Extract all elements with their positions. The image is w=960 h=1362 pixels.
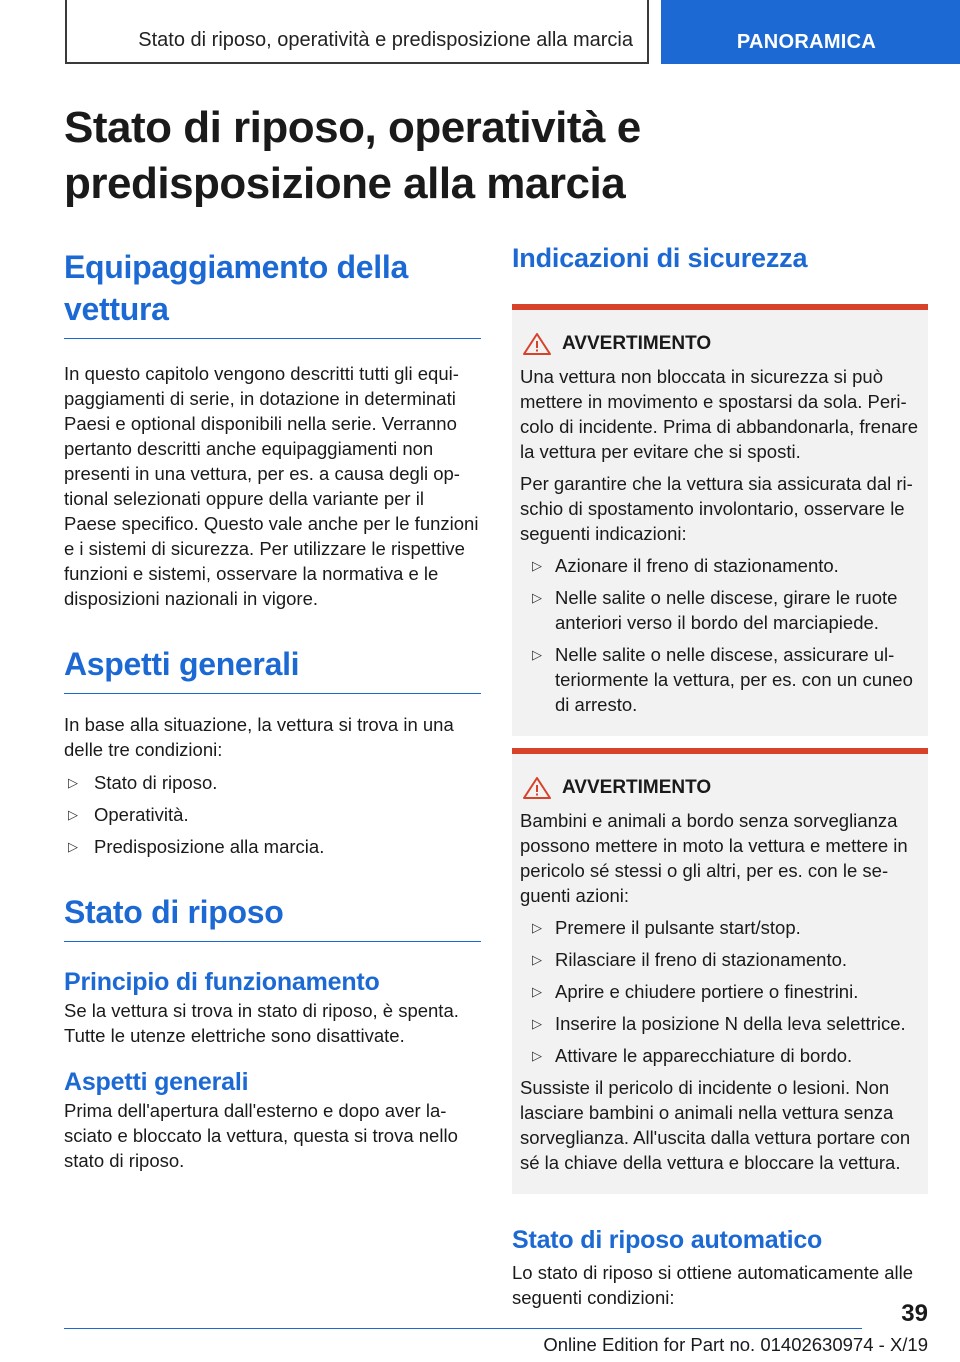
triangle-bullet-icon: ▷ [532,558,542,573]
triangle-bullet-icon: ▷ [68,839,78,854]
triangle-bullet-icon: ▷ [532,1048,542,1063]
right-column [512,238,928,1310]
warning-triangle-icon [522,332,552,356]
warning-text: Bambini e animali a bordo senza sorveglianza possono mettere in moto la vettura e mettere in pericolo sé stessi o gli altri, per es. con le seguenti azioni: [520,810,908,906]
list-item: ▷ Aprire e chiudere portiere o finestrini. [532,981,859,1002]
list-item: ▷ Operatività. [68,804,189,825]
list-item: ▷ Attivare le apparecchiature di bordo. [532,1045,853,1066]
list-item: ▷ Inserire la posizione N della leva selettrice. [532,1013,906,1034]
triangle-bullet-icon: ▷ [532,920,542,935]
warning-text: Sussiste il pericolo di incidente o lesioni. Non lasciare bambini o animali nella vettura senza sorveglianza. All'uscita dalla vettura portare con sé la chiave della vettura e bloccare la vettura. [520,1077,911,1173]
list-item: ▷ Predisposizione alla marcia. [68,836,325,857]
warning-list [520,915,920,1068]
triangle-bullet-icon: ▷ [532,1016,542,1031]
warning-header [520,332,920,356]
triangle-bullet-icon: ▷ [68,807,78,822]
rest-general-text: Prima dell'apertura dall'esterno e dopo aver lasciato e bloccato la vettura, questa si trova nello stato di riposo. [64,1100,458,1171]
list-item: ▷ Stato di riposo. [68,772,218,793]
section-tab-label: PANORAMICA [736,31,877,53]
warning-list [520,553,920,717]
triangle-bullet-icon: ▷ [532,984,542,999]
safety-heading: Indicazioni di sicurezza [512,243,808,273]
principle-text: Se la vettura si trova in stato di riposo, è spenta. Tutte le utenze elettriche sono disattivate. [64,1000,459,1046]
warning-label: AVVERTIMENTO [562,333,712,354]
section-tab[interactable] [661,0,960,64]
running-title: Stato di riposo, operatività e predisposizione alla marcia [138,29,633,51]
warning-text: Una vettura non bloccata in sicurezza si può mettere in movimento e spostarsi da sola. Pericolo di incidente. Prima di abbandonarla, frenare la vettura per evitare che si sposti. [520,366,918,462]
warning-box [512,748,928,1194]
list-item: ▷ Premere il pulsante start/stop. [532,917,801,938]
triangle-bullet-icon: ▷ [532,590,542,605]
general-heading: Aspetti generali [64,643,481,694]
left-column [64,240,481,1173]
equipment-text: In questo capitolo vengono descritti tutti gli equipaggiamenti di serie, in dotazione in determinati Paesi e optional disponibili nella serie. Verranno pertanto descritti anche equipaggiamenti non presenti in una vettura, per es. a causa degli optional selezionati oppure della variante per il Paese specifico. Questo vale anche per le funzioni e i sistemi di sicurezza. Per utilizzare le rispettive funzioni e sistemi, osservare la normativa e le disposizioni nazionali in vigore. [64,363,479,609]
list-item: ▷ Nelle salite o nelle discese, girare le ruote anteriori verso il bordo del marciapiede. [532,587,898,633]
triangle-bullet-icon: ▷ [68,775,78,790]
general-text: In base alla situazione, la vettura si trova in una delle tre condizioni: [64,714,454,760]
rest-general-heading: Aspetti generali [64,1068,249,1096]
general-list [64,770,481,859]
warning-header [520,776,920,800]
list-item: ▷ Rilasciare il freno di stazionamento. [532,949,848,970]
auto-rest-text: Lo stato di riposo si ottiene automaticamente alle seguenti condizioni: [512,1262,914,1308]
list-item: ▷ Azionare il freno di stazionamento. [532,555,839,576]
warning-text: Per garantire che la vettura sia assicurata dal rischio di spostamento involontario, osservare le seguenti indicazioni: [520,473,913,544]
principle-heading: Principio di funzionamento [64,968,380,996]
warning-label: AVVERTIMENTO [562,777,712,798]
edition-note: Online Edition for Part no. 01402630974 - X/19 [543,1334,928,1355]
triangle-bullet-icon: ▷ [532,647,542,662]
auto-rest-heading: Stato di riposo automatico [512,1226,823,1254]
running-header [65,0,649,64]
footer-divider [64,1328,862,1329]
warning-triangle-icon [522,776,552,800]
list-item: ▷ Nelle salite o nelle discese, assicurare ulteriormente la vettura, per es. con un cuneo di arresto. [532,644,913,715]
page-number: 39 [901,1300,928,1327]
triangle-bullet-icon: ▷ [532,952,542,967]
rest-heading: Stato di riposo [64,891,481,942]
equipment-heading: Equipaggiamento della vettura [64,246,481,339]
page-title: Stato di riposo, operatività e predisposizione alla marcia [64,103,641,208]
warning-box [512,304,928,736]
